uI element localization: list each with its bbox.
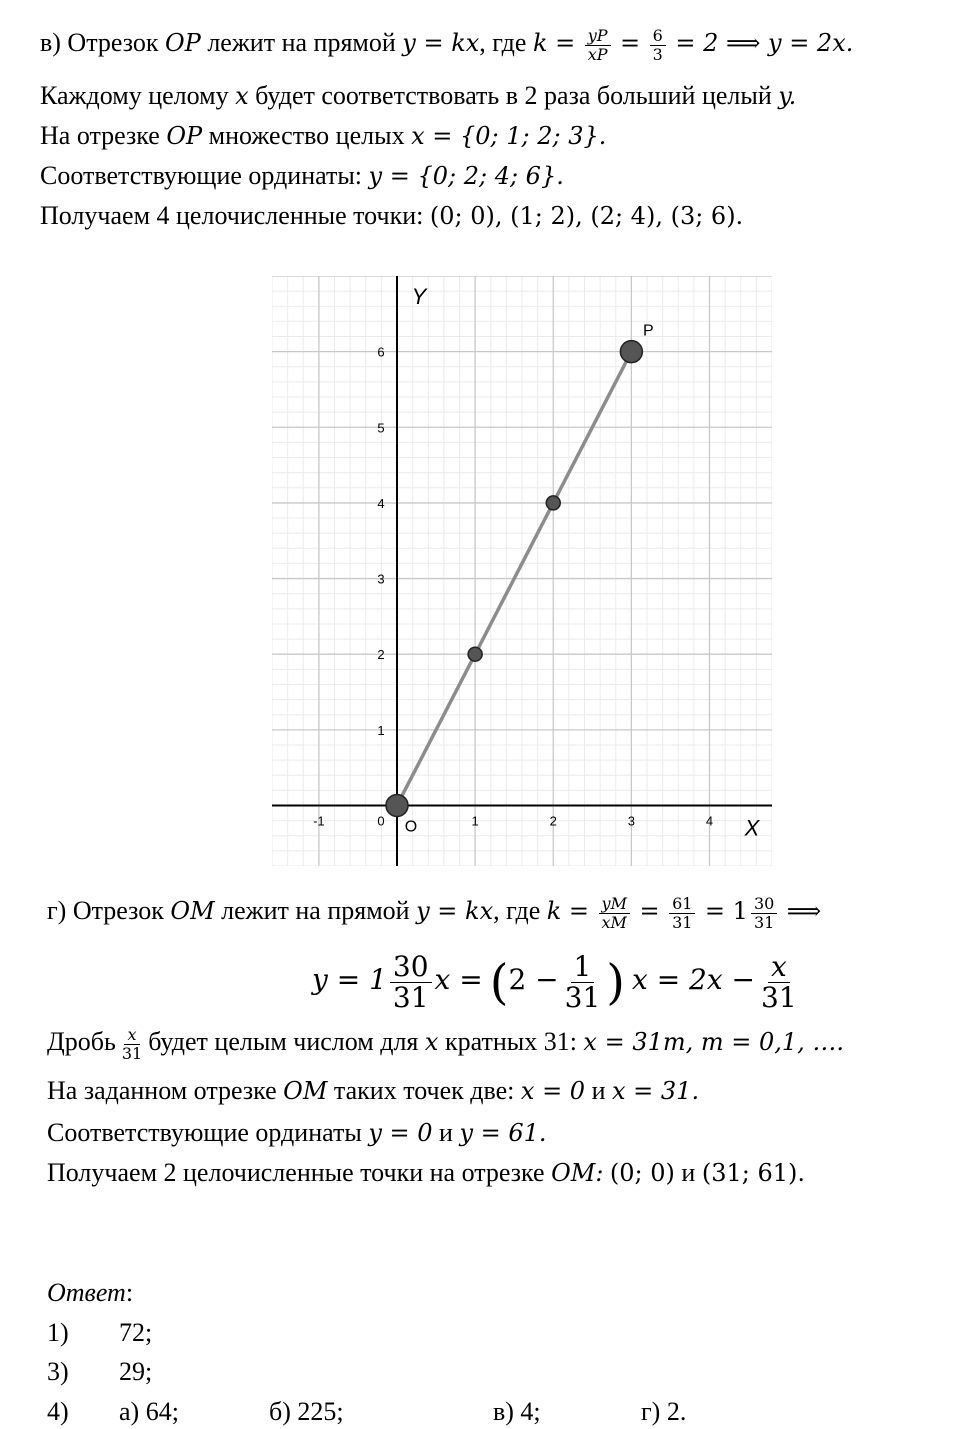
equals-sign: = bbox=[639, 897, 660, 925]
answer-part-a: а) 64; bbox=[119, 1397, 179, 1426]
coordinate-graph bbox=[272, 276, 772, 866]
fraction-30-31 bbox=[751, 893, 777, 932]
text-lies: лежит на прямой bbox=[207, 28, 396, 57]
x-tick-label: 0 bbox=[377, 813, 385, 829]
y-set: y = {0; 2; 4; 6}. bbox=[368, 162, 564, 190]
text: кратных 31: bbox=[444, 1027, 577, 1056]
fraction-denominator: xP bbox=[587, 44, 608, 64]
fraction-denominator: 3 bbox=[652, 44, 663, 64]
part-v-label: в) Отрезок bbox=[40, 28, 159, 57]
text-where: , где bbox=[479, 28, 527, 57]
segment-om: OM: bbox=[551, 1159, 604, 1187]
fraction-denominator: 31 bbox=[121, 1043, 143, 1063]
answer-row-3 bbox=[47, 1356, 152, 1388]
text: таких точек две: bbox=[333, 1076, 515, 1105]
var-x: x bbox=[235, 82, 249, 110]
text: Дробь bbox=[47, 1027, 116, 1056]
segment-om: OM bbox=[283, 1077, 328, 1105]
answer-row-4 bbox=[47, 1396, 686, 1428]
text: будет соответствовать в 2 раза больший целый bbox=[255, 81, 772, 110]
line-equation: y = kx bbox=[416, 897, 494, 925]
answer-part-g: г) 2. bbox=[641, 1397, 687, 1426]
text: Получаем 2 целочисленные точки на отрезке bbox=[47, 1158, 545, 1187]
y-tick-label: 4 bbox=[377, 495, 385, 511]
point-m: (31; 61). bbox=[701, 1159, 805, 1187]
point-marker bbox=[620, 341, 642, 363]
formula-y: y = 1 bbox=[312, 963, 387, 996]
var-x: x bbox=[424, 1028, 439, 1056]
text: На отрезке bbox=[40, 121, 160, 150]
answer-row-1 bbox=[47, 1317, 152, 1349]
answer-value: 72; bbox=[119, 1318, 153, 1347]
text-and: и bbox=[681, 1158, 696, 1187]
part-g-line-result bbox=[47, 1157, 805, 1189]
fraction-ym-xm bbox=[599, 893, 630, 932]
part-v-line-2 bbox=[40, 80, 796, 112]
part-g-line-ordinates bbox=[47, 1117, 547, 1149]
answer-number: 3) bbox=[47, 1357, 69, 1386]
line-equation: y = kx bbox=[402, 29, 480, 57]
x-tick-label: 4 bbox=[705, 813, 714, 829]
y-tick-label: 6 bbox=[377, 344, 385, 360]
fraction-denominator: xM bbox=[601, 912, 627, 932]
result-equation: = 2 ⟹ y = 2x. bbox=[675, 29, 854, 57]
y-tick-label: 2 bbox=[377, 647, 385, 663]
text: Соответствующие ординаты bbox=[47, 1118, 362, 1147]
answer-heading bbox=[47, 1277, 133, 1309]
fraction-numerator: yP bbox=[585, 28, 611, 46]
point-marker bbox=[546, 496, 560, 510]
text-where: , где bbox=[493, 896, 541, 925]
fraction-1-31 bbox=[562, 950, 604, 1015]
fraction-numerator: 30 bbox=[751, 896, 777, 914]
fraction-numerator: x bbox=[124, 1027, 139, 1045]
text: множество целых bbox=[208, 121, 405, 150]
y-axis-label: Y bbox=[411, 284, 427, 309]
formula-x: x = bbox=[434, 963, 483, 996]
y-tick-label: 1 bbox=[377, 722, 385, 738]
fraction-yp-xp bbox=[585, 25, 611, 64]
multiples-formula: x = 31m, m = 0,1, …. bbox=[583, 1028, 845, 1056]
fraction-denominator: 31 bbox=[753, 912, 775, 932]
minor-grid bbox=[272, 276, 772, 866]
text-and: и bbox=[439, 1118, 453, 1147]
x-axis-label: X bbox=[744, 815, 760, 841]
fraction-numerator: yM bbox=[599, 896, 630, 914]
fraction-61-31 bbox=[669, 893, 695, 932]
k-label: k = bbox=[546, 897, 590, 925]
fraction-numerator: 1 bbox=[571, 953, 595, 983]
y-zero: y = 0 bbox=[368, 1119, 433, 1147]
fraction-x-31-small bbox=[119, 1024, 145, 1063]
text-lies: лежит на прямой bbox=[221, 896, 410, 925]
right-paren: ) bbox=[606, 954, 625, 1011]
fraction-numerator: 30 bbox=[390, 953, 432, 983]
text-and: и bbox=[591, 1076, 606, 1105]
answer-number: 4) bbox=[47, 1397, 69, 1426]
fraction-denominator: 31 bbox=[564, 981, 601, 1015]
fraction-6-3 bbox=[650, 25, 666, 64]
x-set: x = {0; 1; 2; 3}. bbox=[411, 122, 607, 150]
implies-arrow: ⟹ bbox=[786, 897, 822, 925]
part-v-line-4 bbox=[40, 160, 564, 192]
equals-mixed: = 1 bbox=[704, 897, 748, 925]
x-tick-label: -1 bbox=[313, 813, 325, 829]
part-g-label: г) Отрезок bbox=[47, 896, 164, 925]
answer-number: 1) bbox=[47, 1318, 69, 1347]
formula-tail: x = 2x − bbox=[632, 963, 756, 996]
integer-points: (0; 0), (1; 2), (2; 4), (3; 6). bbox=[429, 202, 744, 230]
y-tick-label: 5 bbox=[377, 420, 385, 436]
part-v-line-3 bbox=[40, 120, 606, 152]
answer-value: 29; bbox=[119, 1357, 153, 1386]
answer-part-b: б) 225; bbox=[269, 1397, 344, 1426]
x-tick-label: 3 bbox=[627, 813, 635, 829]
text: Получаем 4 целочисленные точки: bbox=[40, 201, 424, 230]
fraction-x-31 bbox=[758, 950, 800, 1015]
fraction-denominator: 31 bbox=[761, 981, 797, 1015]
x-zero: x = 0 bbox=[520, 1077, 586, 1105]
fraction-denominator: 31 bbox=[392, 981, 429, 1015]
fraction-numerator: x bbox=[768, 953, 790, 983]
fraction-numerator: 6 bbox=[650, 28, 666, 46]
answer-label: Ответ bbox=[47, 1278, 126, 1307]
formula-inner: 2 − bbox=[508, 963, 559, 996]
answer-colon: : bbox=[125, 1278, 134, 1307]
segment-om: OM bbox=[170, 897, 215, 925]
part-v-line-1 bbox=[40, 27, 853, 63]
text: будет целым числом для bbox=[148, 1027, 419, 1056]
point-label: O bbox=[404, 818, 418, 836]
left-paren: ( bbox=[489, 954, 509, 1011]
part-g-line-fraction bbox=[47, 1026, 844, 1062]
part-v-line-5 bbox=[40, 200, 743, 232]
part-g-line-1 bbox=[47, 895, 821, 931]
point-label: P bbox=[643, 322, 654, 340]
text: Каждому целому bbox=[40, 81, 229, 110]
equals-sign: = bbox=[620, 29, 641, 57]
text: Соответствующие ординаты: bbox=[40, 161, 363, 190]
point-origin: (0; 0) bbox=[609, 1159, 675, 1187]
x-tick-label: 2 bbox=[549, 813, 557, 829]
y-tick-label: 3 bbox=[377, 571, 385, 587]
point-marker bbox=[468, 647, 482, 661]
var-y: y. bbox=[778, 82, 797, 110]
fraction-numerator: 61 bbox=[669, 896, 695, 914]
point-marker bbox=[386, 794, 408, 816]
answer-part-v: в) 4; bbox=[493, 1397, 541, 1426]
segment-op: OP bbox=[165, 29, 201, 57]
k-label: k = bbox=[532, 29, 576, 57]
y-61: y = 61. bbox=[459, 1119, 547, 1147]
segment-op: OP bbox=[166, 122, 203, 150]
text: На заданном отрезке bbox=[47, 1076, 277, 1105]
x-31: x = 31. bbox=[612, 1077, 700, 1105]
fraction-denominator: 31 bbox=[672, 912, 693, 932]
x-tick-label: 1 bbox=[471, 813, 479, 829]
part-g-line-two-points bbox=[47, 1075, 699, 1107]
part-g-formula bbox=[312, 950, 803, 1015]
fraction-30-31-large bbox=[390, 950, 432, 1015]
